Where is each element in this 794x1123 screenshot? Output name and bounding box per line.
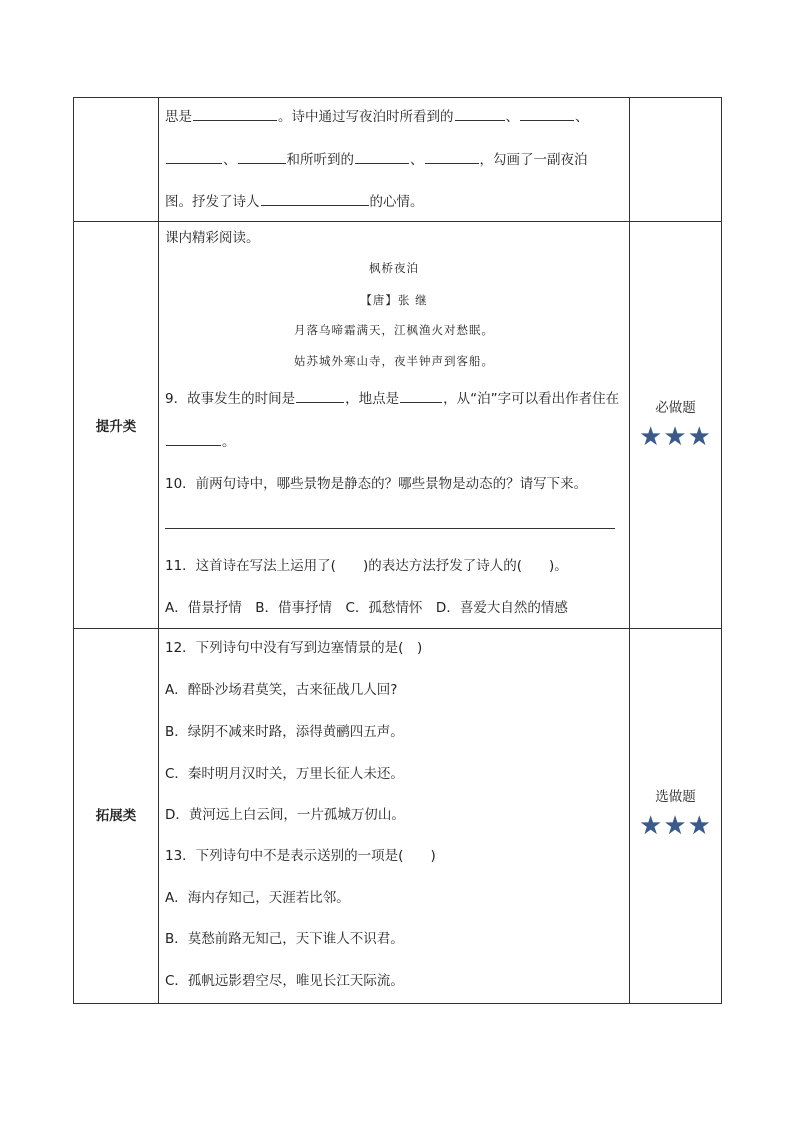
text: ，从“泊”字可以看出作者住在 (443, 391, 620, 407)
fill-blank[interactable] (238, 152, 286, 164)
option-13-a: A．海内存知己，天涯若比邻。 (165, 890, 350, 906)
option-12-d: D．黄河远上白云间，一片孤城万仞山。 (165, 807, 405, 823)
poem-line-2: 姑苏城外寒山寺，夜半钟声到客船。 (294, 354, 494, 368)
fill-blank[interactable] (166, 152, 222, 164)
exercise-table (73, 97, 722, 1004)
basic-line-1 (165, 107, 625, 127)
category-cell-improve (74, 222, 159, 629)
reading-intro: 课内精彩阅读。 (165, 230, 260, 246)
text: 。 (222, 434, 236, 450)
category-label: 提升类 (95, 419, 137, 435)
poem-title: 枫桥夜泊 (369, 261, 419, 275)
star-rating-icon: ★★★ (639, 811, 712, 841)
text: ，勾画了一副夜泊 (479, 152, 588, 168)
text: 图。抒发了诗人 (165, 194, 260, 210)
fill-blank[interactable] (400, 391, 442, 403)
category-cell-basic (74, 98, 159, 222)
option-13-b: B．莫愁前路无知己，天下谁人不识君。 (165, 931, 404, 947)
fill-blank[interactable] (455, 109, 505, 121)
category-label: 拓展类 (95, 808, 137, 824)
content-cell-improve (159, 222, 630, 629)
fill-blank[interactable] (193, 109, 277, 121)
answer-line[interactable] (165, 528, 615, 529)
option-12-c: C．秦时明月汉时关，万里长征人未还。 (165, 766, 404, 782)
text: 思是 (165, 109, 192, 125)
text: 9．故事发生的时间是 (165, 391, 296, 407)
question-11: 11．这首诗在写法上运用了( )的表达方法抒发了诗人的( )。 (165, 558, 568, 574)
content-cell-extend (159, 629, 630, 1004)
text: 的心情。 (369, 194, 424, 210)
text: 和所听到的 (286, 152, 354, 168)
category-cell-extend (74, 629, 159, 1004)
option-12-a: A．醉卧沙场君莫笑，古来征战几人回? (165, 682, 398, 698)
fill-blank[interactable] (261, 194, 369, 206)
text: ，地点是 (345, 391, 400, 407)
difficulty-cell-improve (630, 222, 722, 629)
star-rating-icon: ★★★ (639, 422, 712, 452)
poem-author: 【唐】张 继 (360, 293, 428, 307)
difficulty-cell-extend (630, 629, 722, 1004)
basic-line-3 (165, 192, 625, 212)
question-10: 10．前两句诗中，哪些景物是静态的？哪些景物是动态的？请写下来。 (165, 476, 588, 492)
option-12-b: B．绿阴不减来时路，添得黄鹂四五声。 (165, 724, 404, 740)
text: 。诗中通过写夜泊时所看到的 (278, 109, 454, 125)
question-13: 13．下列诗句中不是表示送别的一项是( ) (165, 848, 436, 864)
text: 、 (410, 152, 424, 168)
fill-blank[interactable] (425, 152, 479, 164)
difficulty-label: 选做题 (655, 789, 696, 805)
poem-line-1: 月落乌啼霜满天，江枫渔火对愁眠。 (294, 323, 494, 337)
content-cell-basic (159, 98, 630, 222)
fill-blank[interactable] (520, 109, 574, 121)
question-11-options: A．借景抒情 B．借事抒情 C．孤愁情怀 D．喜爱大自然的情感 (165, 600, 568, 616)
fill-blank[interactable] (296, 391, 344, 403)
question-9-end (165, 432, 625, 452)
text: 、 (223, 152, 237, 168)
difficulty-label: 必做题 (655, 400, 696, 416)
difficulty-cell-basic (630, 98, 722, 222)
basic-line-2 (165, 150, 625, 170)
fill-blank[interactable] (166, 434, 221, 446)
question-12: 12．下列诗句中没有写到边塞情景的是( ) (165, 640, 423, 656)
text: 、 (575, 109, 589, 125)
fill-blank[interactable] (355, 152, 409, 164)
option-13-c: C．孤帆远影碧空尽，唯见长江天际流。 (165, 973, 404, 989)
text: 、 (505, 109, 519, 125)
question-9 (165, 389, 625, 409)
